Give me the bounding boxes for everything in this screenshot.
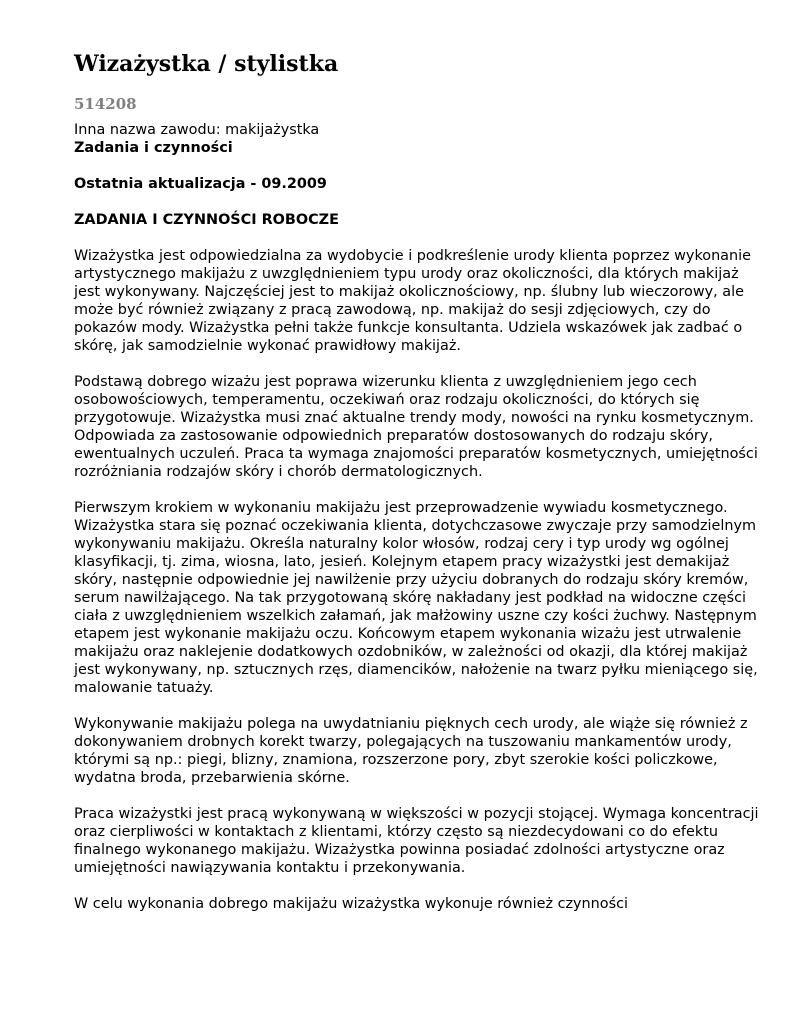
paragraph-4: Wykonywanie makijażu polega na uwydatnianiu pięknych cech urody, ale wiąże się również z dokonywaniem drobnych korekt twarzy, polegających na tuszowaniu mankamentów urody, którymi są np.: piegi, blizny, znamiona, rozszerzone pory, zbyt szerokie kości policzkowe, wydatna broda, przebarwienia skórne. [74,716,748,786]
document-content [74,121,764,913]
other-occupation-name: Inna nazwa zawodu: makijażystka [74,122,320,138]
paragraph-6: W celu wykonania dobrego makijażu wizażystka wykonuje również czynności [74,896,629,912]
document-title: Wizażystka / stylistka [74,51,339,77]
tasks-heading: ZADANIA I CZYNNOŚCI ROBOCZE [74,212,339,228]
paragraph-5: Praca wizażystki jest pracą wykonywaną w większości w pozycji stojącej. Wymaga koncentracji oraz cierpliwości w kontaktach z klientami, którzy często są niezdecydowani co do efektu finalnego wykonanego makijażu. Wizażystka powinna posiadać zdolności artystyczne oraz umiejętności nawiązywania kontaktu i przekonywania. [74,806,759,876]
paragraph-2: Podstawą dobrego wizażu jest poprawa wizerunku klienta z uwzględnieniem jego cech osobowościowych, temperamentu, oczekiwań oraz rodzaju okoliczności, do których się przygotowuje. Wizażystka musi znać aktualne trendy mody, nowości na rynku kosmetycznym. Odpowiada za zastosowanie odpowiednich preparatów dostosowanych do rodzaju skóry, ewentualnych uczuleń. Praca ta wymaga znajomości preparatów kosmetycznych, umiejętności rozróżniania rodzajów skóry i chorób dermatologicznych. [74,374,758,480]
occupation-code: 514208 [74,95,137,113]
paragraph-3: Pierwszym krokiem w wykonaniu makijażu jest przeprowadzenie wywiadu kosmetycznego. Wizażystka stara się poznać oczekiwania klienta, dotychczasowe zwyczaje przy samodzielnym wykonywaniu makijażu. Określa naturalny kolor włosów, rodzaj cery i typ urody wg ogólnej klasyfikacji, tj. zima, wiosna, lato, jesień. Kolejnym etapem pracy wizażystki jest demakijaż skóry, następnie odpowiednie jej nawilżenie przy użyciu dobranych do rodzaju skóry kremów, serum nawilżającego. Na tak przygotowaną skórę nakładany jest podkład na widoczne części ciała z uwzględnieniem wszelkich załamań, jak małżowiny uszne czy kości żuchwy. Następnym etapem jest wykonanie makijażu oczu. Końcowym etapem wykonania wizażu jest utrwalenie makijażu oraz naklejenie dodatkowych ozdobników, w zależności od okazji, dla której makijaż jest wykonywany, np. sztucznych rzęs, diamencików, nałożenie na twarz pyłku mieniącego się, malowanie tatuaży. [74,500,758,696]
paragraph-1: Wizażystka jest odpowiedzialna za wydobycie i podkreślenie urody klienta poprzez wykonanie artystycznego makijażu z uwzględnieniem typu urody oraz okoliczności, dla których makijaż jest wykonywany. Najczęściej jest to makijaż okolicznościowy, np. ślubny lub wieczorowy, ale może być również związany z pracą zawodową, np. makijaż do sesji zdjęciowych, czy do pokazów mody. Wizażystka pełni także funkcje konsultanta. Udziela wskazówek jak zadbać o skórę, jak samodzielnie wykonać prawidłowy makijaż. [74,248,751,354]
section-heading: Zadania i czynności [74,140,233,156]
last-update: Ostatnia aktualizacja - 09.2009 [74,176,327,192]
